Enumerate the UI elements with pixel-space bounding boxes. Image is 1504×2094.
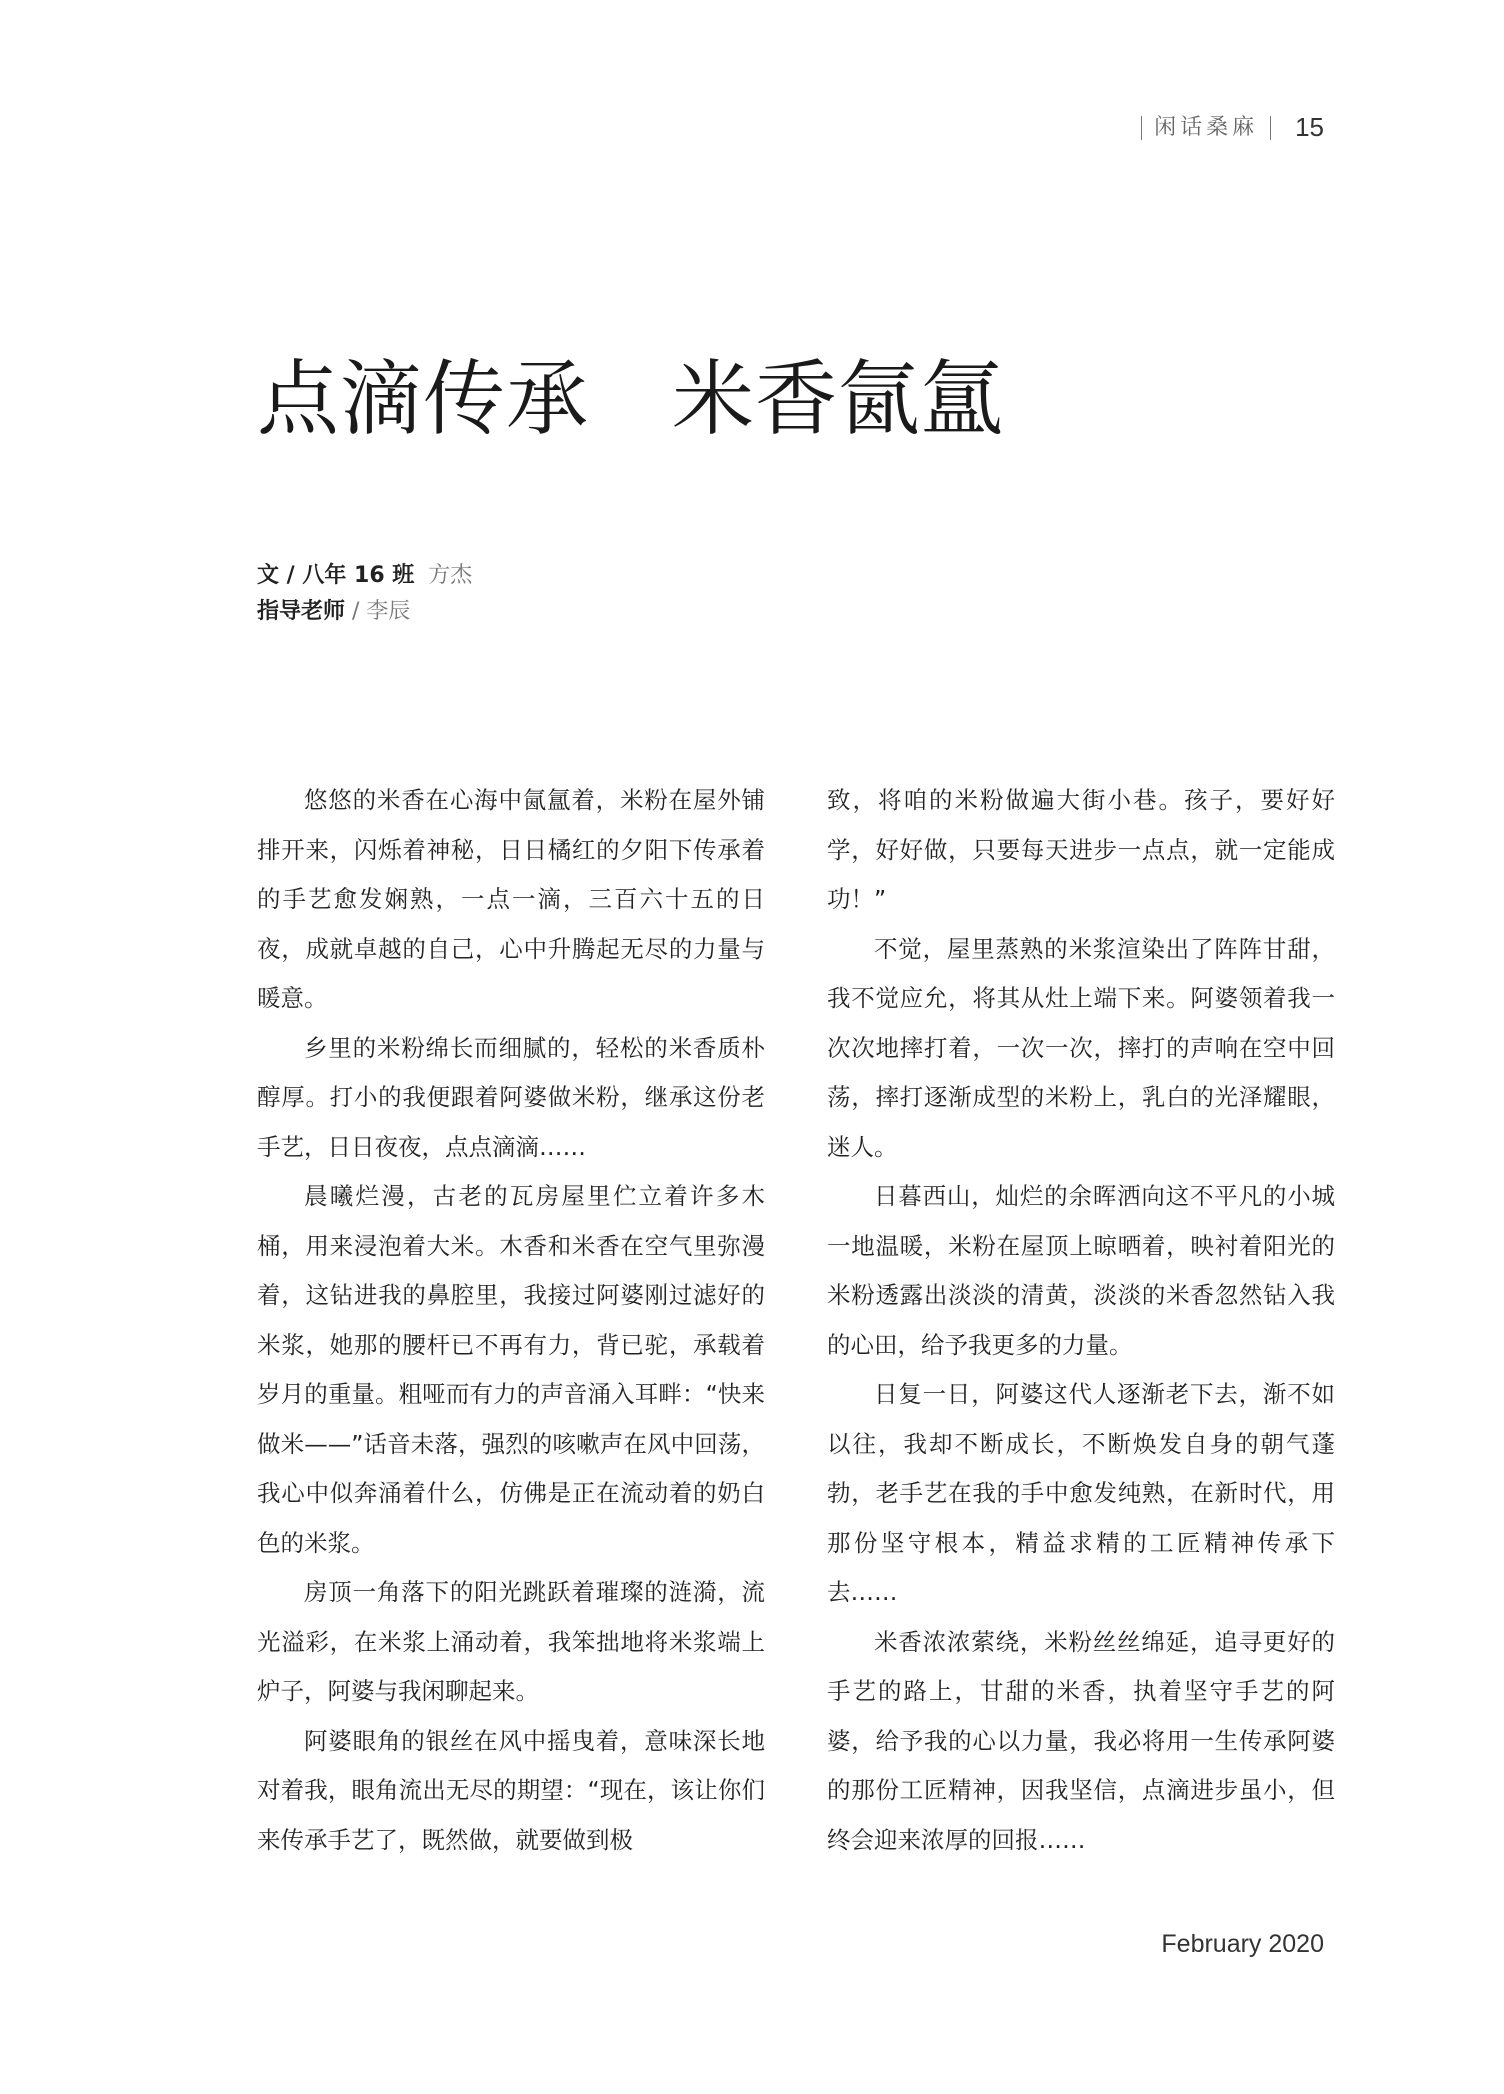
right-column bbox=[827, 776, 1335, 1865]
paragraph: 不觉，屋里蒸熟的米浆渲染出了阵阵甘甜，我不觉应允，将其从灶上端下来。阿婆领着我一次次地摔打着，一次一次，摔打的声响在空中回荡，摔打逐渐成型的米粉上，乳白的光泽耀眼，迷人。 bbox=[827, 934, 1335, 1161]
paragraph: 日复一日，阿婆这代人逐渐老下去，渐不如以往，我却不断成长，不断焕发自身的朝气蓬勃，老手艺在我的手中愈发纯熟，在新时代，用那份坚守根本，精益求精的工匠精神传承下去…… bbox=[827, 1380, 1335, 1606]
paragraph: 悠悠的米香在心海中氤氲着，米粉在屋外铺排开来，闪烁着神秘，日日橘红的夕阳下传承着的手艺愈发娴熟，一点一滴，三百六十五的日夜，成就卓越的自己，心中升腾起无尽的力量与暖意。 bbox=[257, 786, 765, 1012]
paragraph: 乡里的米粉绵长而细腻的，轻松的米香质朴醇厚。打小的我便跟着阿婆做米粉，继承这份老手艺，日日夜夜，点点滴滴…… bbox=[257, 1033, 765, 1161]
byline bbox=[257, 558, 472, 630]
teacher-name: 李辰 bbox=[366, 599, 411, 624]
paragraph: 阿婆眼角的银丝在风中摇曳着，意味深长地对着我，眼角流出无尽的期望：“现在，该让你们来传承手艺了，既然做，就要做到极 bbox=[257, 1726, 765, 1854]
section-name: 闲话桑麻 bbox=[1141, 116, 1271, 140]
teacher-separator: / bbox=[345, 599, 367, 624]
issue-date: February 2020 bbox=[1161, 1930, 1324, 1958]
paragraph: 米香浓浓萦绕，米粉丝丝绵延，追寻更好的手艺的路上，甘甜的米香，执着坚守手艺的阿婆，给予我的心以力量，我必将用一生传承阿婆的那份工匠精神，因我坚信，点滴进步虽小，但终会迎来浓厚的回报…… bbox=[827, 1627, 1335, 1854]
paragraph-continued: 致，将咱的米粉做遍大街小巷。孩子，要好好学，好好做，只要每天进步一点点，就一定能成功！” bbox=[827, 786, 1335, 913]
author-line bbox=[257, 558, 472, 594]
article-title: 点滴传承 米香氤氲 bbox=[257, 352, 1005, 447]
paragraph: 房顶一角落下的阳光跳跃着璀璨的涟漪，流光溢彩，在米浆上涌动着，我笨拙地将米浆端上炉子，阿婆与我闲聊起来。 bbox=[257, 1578, 765, 1705]
left-column bbox=[257, 776, 765, 1865]
page-number: 15 bbox=[1295, 112, 1324, 142]
paragraph: 日暮西山，灿烂的余晖洒向这不平凡的小城一地温暖，米粉在屋顶上晾晒着，映衬着阳光的米粉透露出淡淡的清黄，淡淡的米香忽然钻入我的心田，给予我更多的力量。 bbox=[827, 1182, 1335, 1359]
teacher-label: 指导老师 bbox=[257, 599, 346, 624]
teacher-line bbox=[257, 594, 472, 630]
author-name: 方杰 bbox=[428, 563, 473, 588]
paragraph: 晨曦烂漫，古老的瓦房屋里伫立着许多木桶，用来浸泡着大米。木香和米香在空气里弥漫着，这钻进我的鼻腔里，我接过阿婆刚过滤好的米浆，她那的腰杆已不再有力，背已驼，承载着岁月的重量。粗哑而有力的声音涌入耳畔：“快来做米——”话音未落，强烈的咳嗽声在风中回荡，我心中似奔涌着什么，仿佛是正在流动着的奶白色的米浆。 bbox=[257, 1182, 765, 1557]
running-header bbox=[1141, 112, 1324, 143]
author-label: 文 / 八年 16 班 bbox=[257, 563, 415, 588]
